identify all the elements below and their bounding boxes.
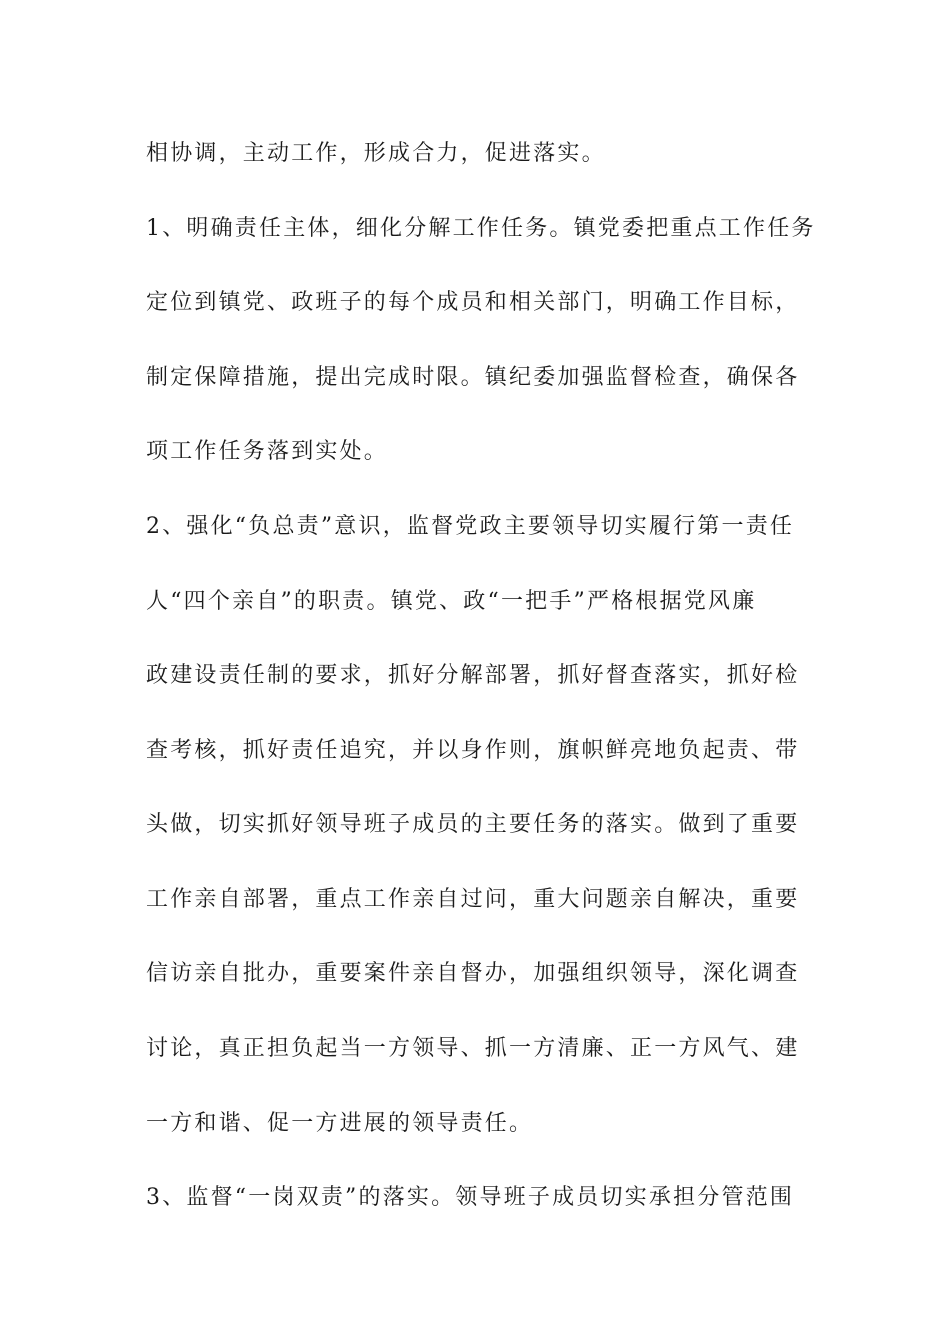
text-line: 制定保障措施，提出完成时限。镇纪委加强监督检查，确保各 [146, 365, 800, 390]
text-line: 政建设责任制的要求，抓好分解部署，抓好督查落实，抓好检 [146, 663, 800, 688]
text-line: 项工作任务落到实处。 [146, 439, 389, 464]
text-line: 2、强化“负总责”意识，监督党政主要领导切实履行第一责任 [146, 514, 795, 539]
text-line: 相协调，主动工作，形成合力，促进落实。 [146, 141, 606, 166]
text-line: 1、明确责任主体，细化分解工作任务。镇党委把重点工作任务 [146, 216, 816, 241]
text-line: 查考核，抓好责任追究，并以身作则，旗帜鲜亮地负起责、带 [146, 738, 800, 763]
text-line: 3、监督“一岗双责”的落实。领导班子成员切实承担分管范围 [146, 1185, 795, 1210]
text-line: 一方和谐、促一方进展的领导责任。 [146, 1111, 534, 1136]
text-line: 人“四个亲自”的职责。镇党、政“一把手”严格根据党风廉 [146, 589, 757, 614]
text-line: 定位到镇党、政班子的每个成员和相关部门，明确工作目标， [146, 290, 800, 315]
text-line: 信访亲自批办，重要案件亲自督办，加强组织领导，深化调查 [146, 961, 800, 986]
text-line: 头做，切实抓好领导班子成员的主要任务的落实。做到了重要 [146, 812, 800, 837]
text-line: 讨论，真正担负起当一方领导、抓一方清廉、正一方风气、建 [146, 1036, 800, 1061]
text-line: 工作亲自部署，重点工作亲自过问，重大问题亲自解决，重要 [146, 887, 800, 912]
